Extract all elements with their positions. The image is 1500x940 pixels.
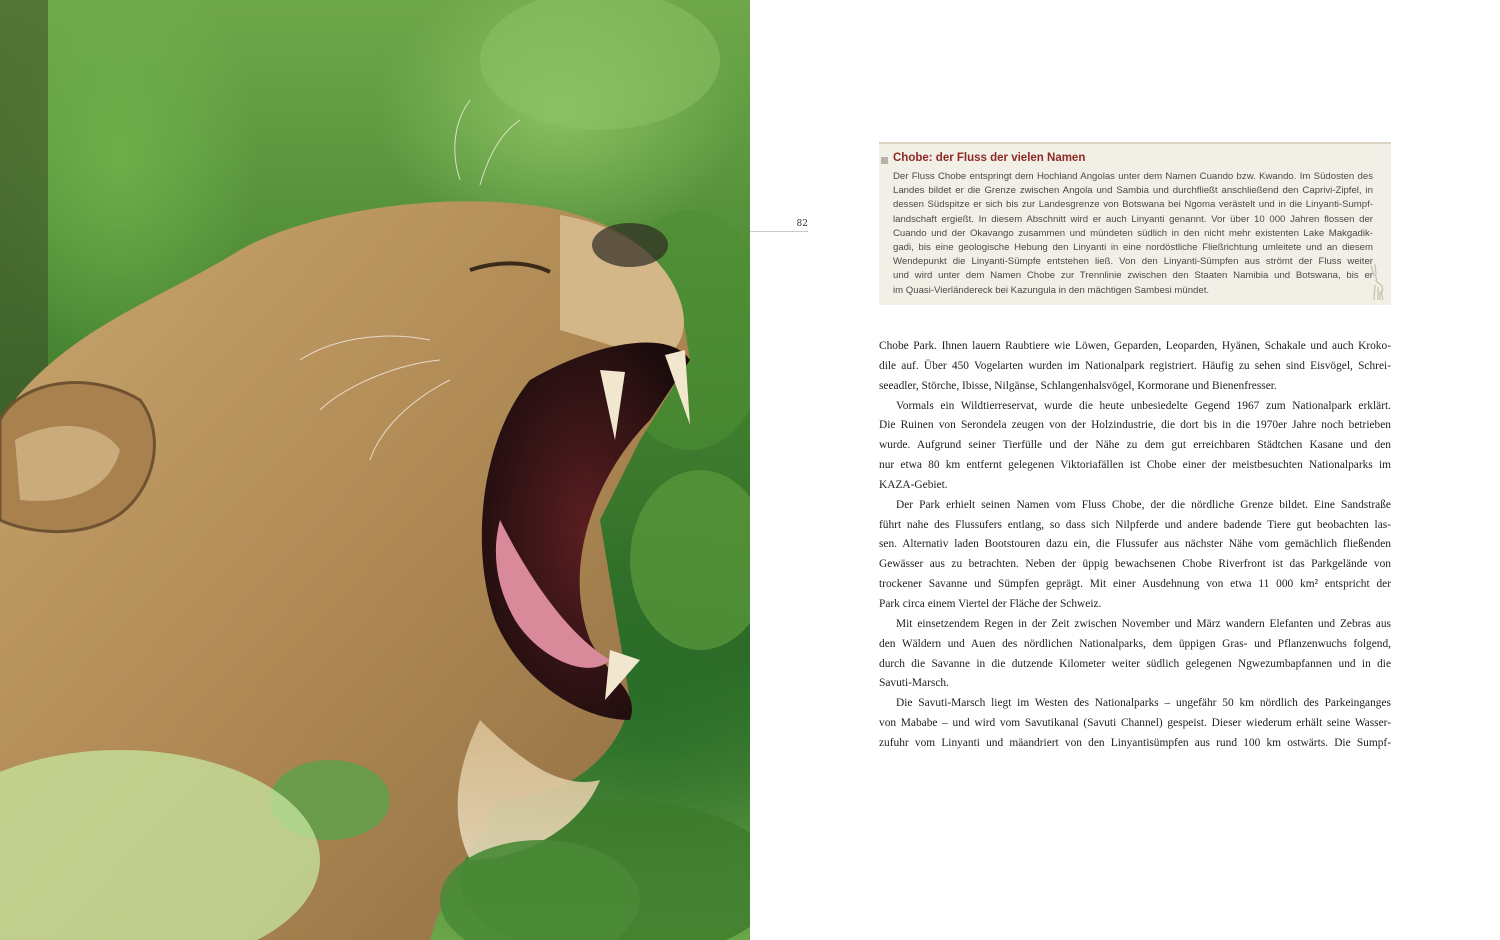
- sidebar-line: im Quasi-Vierländereck bei Kazungula in den mächtigen Sambesi mündet.: [893, 284, 1210, 296]
- sidebar-line: landschaft ergießt. In diesem Abschnitt wird er auch Linyanti genannt. Vor über 10 000 Jahren flossen der: [893, 213, 1373, 225]
- body-line: Park circa einem Viertel der Fläche der Schweiz.: [879, 597, 1102, 610]
- sidebar-box: [879, 142, 1391, 305]
- body-line: KAZA-Gebiet.: [879, 478, 948, 491]
- antelope-icon: [1365, 263, 1387, 301]
- body-line: Die Ruinen von Serondela zeugen von der Holzindustrie, die dort bis in die 1970er Jahre noch betrieben: [879, 419, 1391, 432]
- body-line: Gewässer aus zu betrachten. Neben der üppig bewachsenen Chobe Riverfront ist das Parkgelände von: [879, 558, 1391, 571]
- folio-rule: [750, 231, 808, 232]
- square-bullet-icon: [881, 157, 888, 164]
- sidebar-line: Wendepunkt die Linyanti-Sümpfe entstehen ließ. Von den Linyanti-Sümpfen aus strömt der Fluss weiter: [893, 256, 1373, 268]
- body-line: dile auf. Über 450 Vogelarten wurden im Nationalpark registriert. Häufig zu sehen sind Eisvögel, Schrei-: [879, 359, 1391, 372]
- body-line: wurde. Aufgrund seiner Tierfülle und der Nähe zu dem gut erreichbaren Städtchen Kasane und den: [879, 439, 1391, 452]
- body-line: seeadler, Störche, Ibisse, Nilgänse, Schlangenhalsvögel, Kormorane und Bienenfresser.: [879, 379, 1277, 392]
- body-line: führt nahe des Flussufers entlang, so dass sich Nilpferde und andere badende Tiere gut beobachten las-: [879, 518, 1391, 531]
- body-line: von Mababe – und wird vom Savutikanal (Savuti Channel) gespeist. Dieser wiederum erhält seine Wasser-: [879, 717, 1391, 730]
- body-line: Mit einsetzendem Regen in der Zeit zwischen November und März wandern Elefanten und Zebras aus: [896, 617, 1391, 630]
- body-line: Der Park erhielt seinen Namen vom Fluss Chobe, der die nördliche Grenze bildet. Eine Sandstraße: [896, 498, 1391, 511]
- body-line: zufuhr vom Linyanti und mäandriert von den Linyantisümpfen aus rund 100 km ostwärts. Die Sumpf-: [879, 736, 1391, 749]
- body-line: sen. Alternativ laden Bootstouren dazu ein, die Flussufer aus nächster Nähe vom gemächlich fließenden: [879, 538, 1391, 551]
- body-line: Chobe Park. Ihnen lauern Raubtiere wie Löwen, Geparden, Leoparden, Hyänen, Schakale und auch Kroko-: [879, 340, 1391, 352]
- sidebar-line: gadi, bis eine geologische Hebung den Linyanti in eine nordöstliche Fließrichtung umleitete und an diesem: [893, 241, 1373, 253]
- body-line: Die Savuti-Marsch liegt im Westen des Nationalparks – ungefähr 50 km nördlich des Parkeinganges: [896, 697, 1391, 710]
- sidebar-line: Landes bildet er die Grenze zwischen Angola und Sambia und durchfließt anschließend den Caprivi-Zipfel, in: [893, 185, 1373, 197]
- sidebar-line: Cuando und der Okavango zusammen und mündeten südlich in den nicht mehr existenten Lake Makgadik-: [893, 227, 1373, 239]
- body-line: Savuti-Marsch.: [879, 677, 949, 690]
- body-line: Vormals ein Wildtierreservat, wurde die heute unbesiedelte Gegend 1967 zum Nationalpark erklärt.: [896, 399, 1391, 412]
- page-number: 82: [796, 219, 808, 229]
- sidebar-title: Chobe: der Fluss der vielen Namen: [893, 152, 1086, 164]
- body-line: nur etwa 80 km entfernt gelegenen Viktoriafällen ist Chobe einer der meistbesuchten Nationalparks im: [879, 459, 1391, 472]
- sidebar-line: und wird unter dem Namen Chobe zur Trennlinie zwischen den Staaten Namibia und Botswana, bis er: [893, 270, 1373, 282]
- sidebar-text: [893, 170, 1373, 298]
- sidebar-line: Der Fluss Chobe entspringt dem Hochland Angolas unter dem Namen Cuando bzw. Kwando. Im Südosten des: [893, 171, 1373, 182]
- body-text: [879, 337, 1391, 754]
- body-line: trockener Savanne und Sümpfen geprägt. Mit einer Ausdehnung von etwa 11 000 km² entspricht der: [879, 578, 1391, 591]
- sidebar-line: dessen Südspitze er sich bis zur Landesgrenze von Botswana bei Ngoma verästelt und in die Linyanti-Sumpf-: [893, 199, 1373, 211]
- body-line: den Wäldern und Auen des nördlichen Nationalparks, dem üppigen Gras- und Pflanzenwuchs folgend,: [879, 637, 1391, 650]
- body-line: durch die Savanne in die dutzende Kilometer weiter südlich gelegenen Ngwezumbapfannen und in die: [879, 657, 1391, 670]
